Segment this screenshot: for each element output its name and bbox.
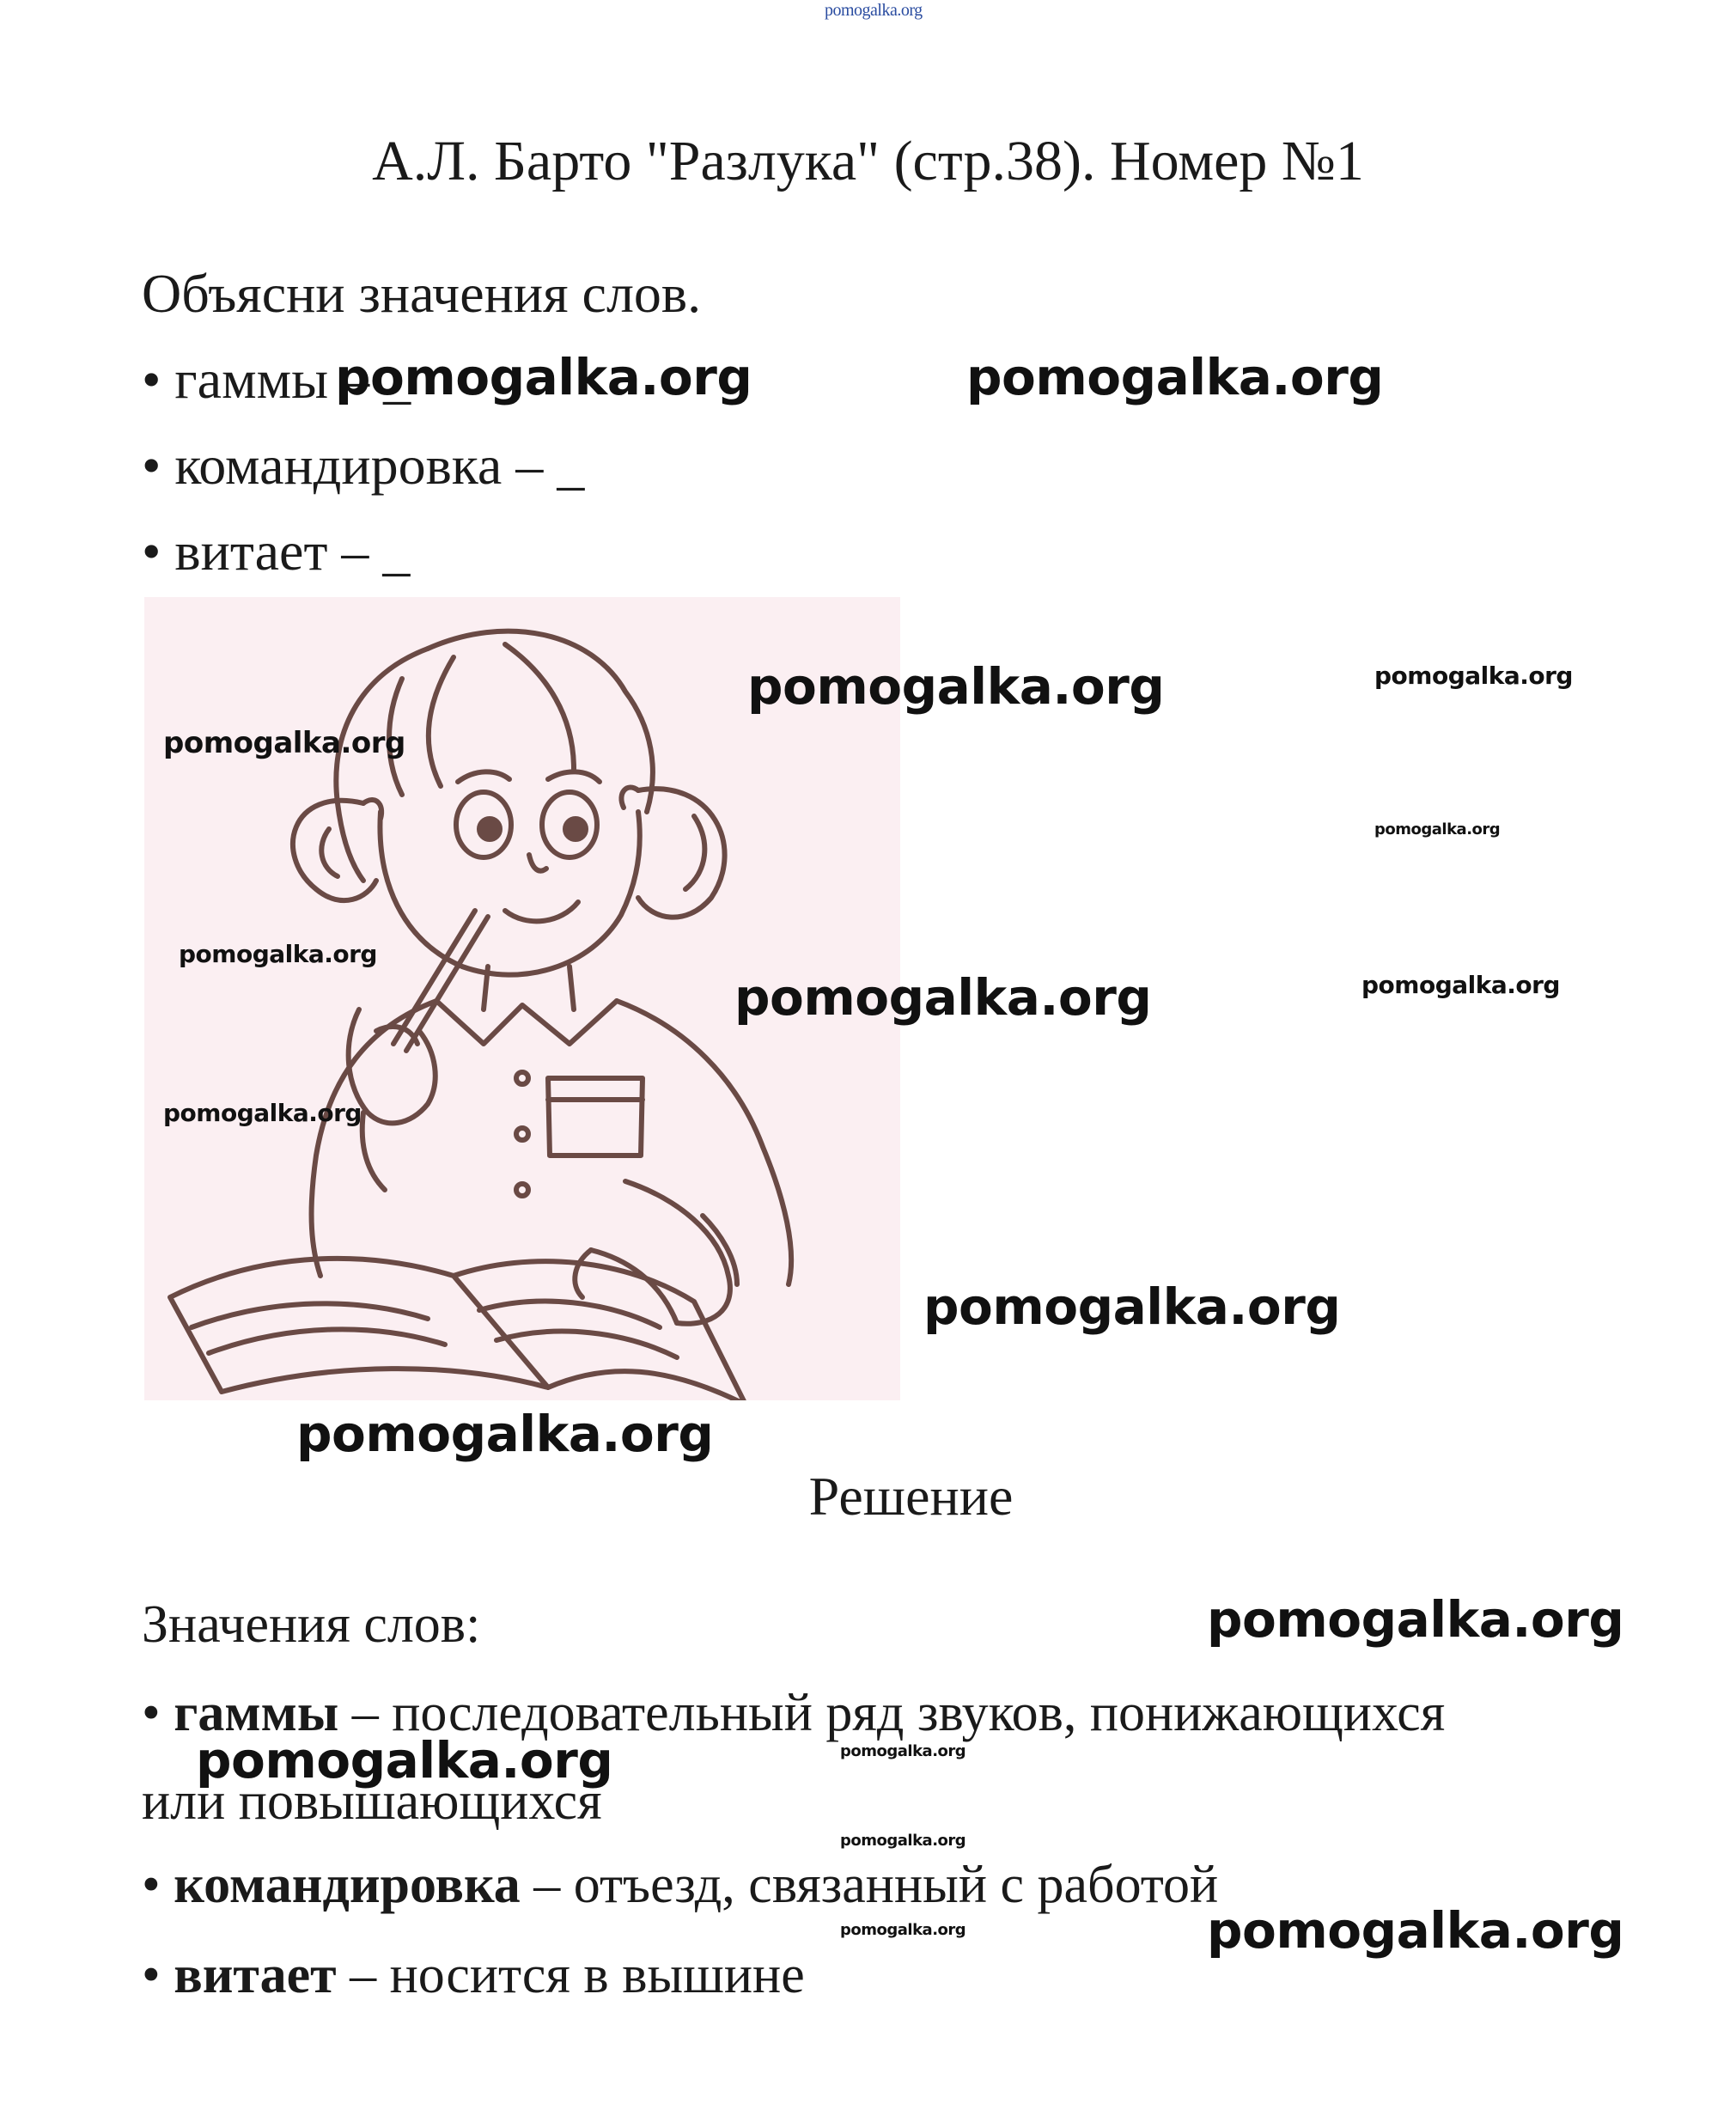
task-item-komandirovka: • командировка – _ — [142, 435, 585, 496]
watermark: pomogalka.org — [734, 968, 1152, 1027]
definition-gammy: – последовательный ряд звуков, понижающихся — [338, 1684, 1446, 1742]
watermark: pomogalka.org — [296, 1405, 714, 1463]
watermark: pomogalka.org — [923, 1277, 1341, 1336]
watermark: pomogalka.org — [1207, 1901, 1624, 1960]
watermark: pomogalka.org — [335, 348, 752, 406]
watermark: pomogalka.org — [840, 1742, 966, 1760]
watermark: pomogalka.org — [179, 940, 377, 968]
watermark: pomogalka.org — [966, 348, 1384, 406]
watermark: pomogalka.org — [1374, 820, 1501, 838]
definition-vitaet: – носится в вышине — [336, 1946, 805, 2004]
term-gammy: гаммы — [174, 1684, 339, 1742]
task-prompt: Объясни значения слов. — [142, 263, 702, 324]
task-item-gammy: • гаммы – _ — [142, 349, 411, 410]
watermark: pomogalka.org — [1207, 1590, 1624, 1649]
watermark: pomogalka.org — [1374, 662, 1573, 690]
watermark: pomogalka.org — [840, 1832, 966, 1850]
task-item-vitaet: • витает – _ — [142, 521, 411, 582]
watermark: pomogalka.org — [1361, 971, 1560, 999]
solution-heading: Решение — [808, 1466, 1014, 1527]
solution-item-vitaet — [142, 1948, 805, 2002]
watermark: pomogalka.org — [163, 726, 405, 760]
bullet: • — [142, 1684, 174, 1742]
solution-item-komandirovka — [142, 1858, 1218, 1912]
definition-komandirovka: – отъезд, связанный с работой — [520, 1856, 1219, 1914]
solution-item-gammy-continuation: или повышающихся — [142, 1772, 602, 1831]
watermark-top: pomogalka.org — [825, 1, 923, 20]
term-vitaet: витает — [174, 1946, 337, 2004]
page-title: А.Л. Барто "Разлука" (стр.38). Номер №1 — [372, 130, 1364, 192]
solution-intro: Значения слов: — [142, 1595, 481, 1654]
watermark: pomogalka.org — [840, 1921, 966, 1939]
term-komandirovka: командировка — [174, 1856, 521, 1914]
bullet: • — [142, 1856, 174, 1914]
watermark: pomogalka.org — [747, 657, 1165, 716]
watermark: pomogalka.org — [196, 1731, 613, 1790]
bullet: • — [142, 1946, 174, 2004]
watermark: pomogalka.org — [163, 1099, 362, 1127]
